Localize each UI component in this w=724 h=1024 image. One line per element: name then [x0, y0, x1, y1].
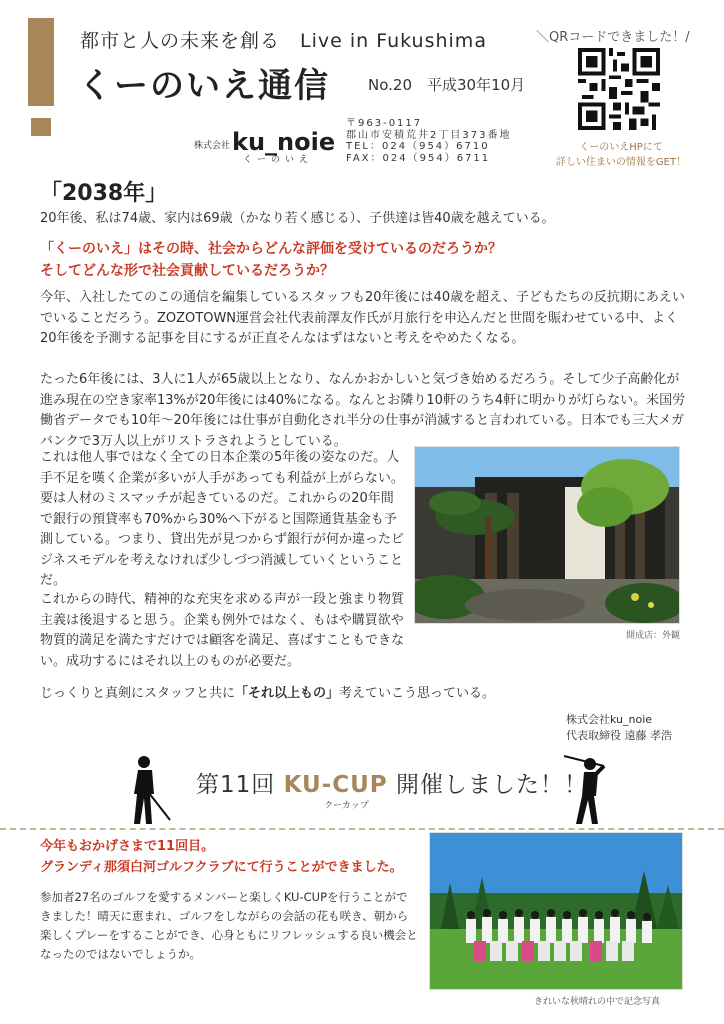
street-address: 郡山市安積荒井2丁目373番地	[346, 129, 512, 141]
company-prefix: 株式会社	[194, 141, 231, 151]
issue-number: No.20 平成30年10月	[368, 76, 526, 94]
article-paragraph-4: これからの時代、精神的な充実を求める声が一段と強まり物質主義は後退すると思う。企業も例外ではなく、もはや購買欲や物質的満足を満たすだけでは顧客を満足、喜ばすこともできない。成功するにはそれ以上のものが必要だ。	[40, 592, 405, 669]
cup-body: 参加者27名のゴルフを愛するメンバーと楽しくKU-CUPを行うことができました！晴天に恵まれ、ゴルフをしながらの会話の花も咲き、朝から楽しくプレーをすることができ、心身ともにリフレッシュする良い機会となったのではないでしょうか。	[40, 890, 418, 961]
fax-number: FAX：024（954）6711	[346, 152, 491, 164]
cup-ruby: クーカップ	[324, 801, 369, 811]
group-photo	[429, 832, 683, 990]
signature	[566, 712, 672, 744]
signature-company: 株式会社ku_noie	[566, 713, 653, 726]
article-closing	[40, 684, 690, 705]
section-divider	[0, 828, 724, 830]
company-logo: ku_noie	[232, 128, 336, 156]
storefront-photo	[414, 446, 680, 624]
company-address	[346, 118, 511, 164]
cup-highlight-line: グランディ那須白河ゴルフクラブにて行うことができました。	[40, 860, 403, 875]
cup-title-post: 開催しました！！	[387, 772, 588, 798]
qr-title: ＼QRコードできました！/	[536, 30, 690, 45]
qr-caption	[536, 140, 706, 170]
article-question	[40, 238, 690, 282]
group-photo-caption: きれいな秋晴れの中で記念写真	[534, 997, 661, 1007]
storefront-caption: 開成店：外観	[626, 631, 681, 641]
article-paragraph-2: たった6年後には、3人に1人が65歳以上となり、なんかおかしいと気づき始めるだろう。そして少子高齢化が進み現在の空き家率13%が20年後には40%になる。なんとお隣り10軒のうち4軒に明かりが灯らない。米国労働省データでも10年～20年後には仕事が自動化され半分の仕事が消滅すると言われている。日本でも三大メガバンクで3万人以上がリストラされようとしている。	[40, 372, 686, 449]
cup-highlight-line: 今年もおかげさまで11回目。	[40, 839, 215, 854]
article-headline: 「2038年」	[40, 181, 168, 206]
golfer-left-icon	[120, 754, 180, 826]
logo-reading: くーのいえ	[243, 155, 314, 165]
cup-title-pre: 第11回	[196, 772, 284, 798]
cup-title-name: KU-CUP	[283, 772, 388, 798]
qr-caption-line: 詳しい住まいの情報をGET！	[555, 157, 687, 168]
tagline: 都市と人の未来を創る Live in Fukushima	[80, 30, 487, 52]
article-paragraph-3: これは他人事ではなく全ての日本企業の5年後の姿なのだ。人手不足を嘆く企業が多いが人手があっても利益が上がらない。要は人材のミスマッチが起きているのだ。これからの20年間で銀行の預貸率も70%から30%へ下がると国際通貨基金も予測している。つまり、貸出先が見つからず銀行が何か違ったビジネスモデルを考えなければ少しづつ消滅していくということだ。	[40, 450, 405, 588]
exclamation-dot	[31, 118, 51, 136]
closing-text: じっくりと真剣にスタッフと共に	[40, 686, 236, 701]
article-paragraph-1: 今年、入社したてのこの通信を編集しているスタッフも20年後には40歳を超え、子どもたちの反抗期にあえいでいることだろう。ZOZOTOWN運営会社代表前澤友作氏が月旅行を申込んだと世間を賑わせている中、よく20年後を予測する記事を目にするが正直そんなはずはないと考えをやめたくなる。	[40, 290, 685, 346]
closing-text: 考えていこう思っている。	[339, 686, 496, 701]
cup-title	[196, 766, 588, 799]
phone-number: TEL：024（954）6710	[346, 141, 490, 152]
qr-caption-line: くーのいえHPにて	[579, 142, 663, 153]
question-line: そしてどんな形で社会貢献しているだろうか？	[40, 263, 334, 279]
closing-emphasis: 「それ以上もの」	[235, 686, 340, 701]
cup-highlight	[40, 836, 440, 878]
newsletter-title: くーのいえ通信	[78, 66, 330, 106]
signature-name: 代表取締役 遠藤 孝浩	[566, 729, 672, 742]
postal-code: 〒963-0117	[346, 118, 423, 129]
qr-code-icon[interactable]	[578, 48, 660, 130]
article-intro: 20年後、私は74歳、家内は69歳（かなり若く感じる）、子供達は皆40歳を越えている。	[40, 211, 555, 226]
question-line: 「くーのいえ」はその時、社会からどんな評価を受けているのだろうか？	[40, 241, 502, 257]
exclamation-bar	[28, 18, 54, 106]
